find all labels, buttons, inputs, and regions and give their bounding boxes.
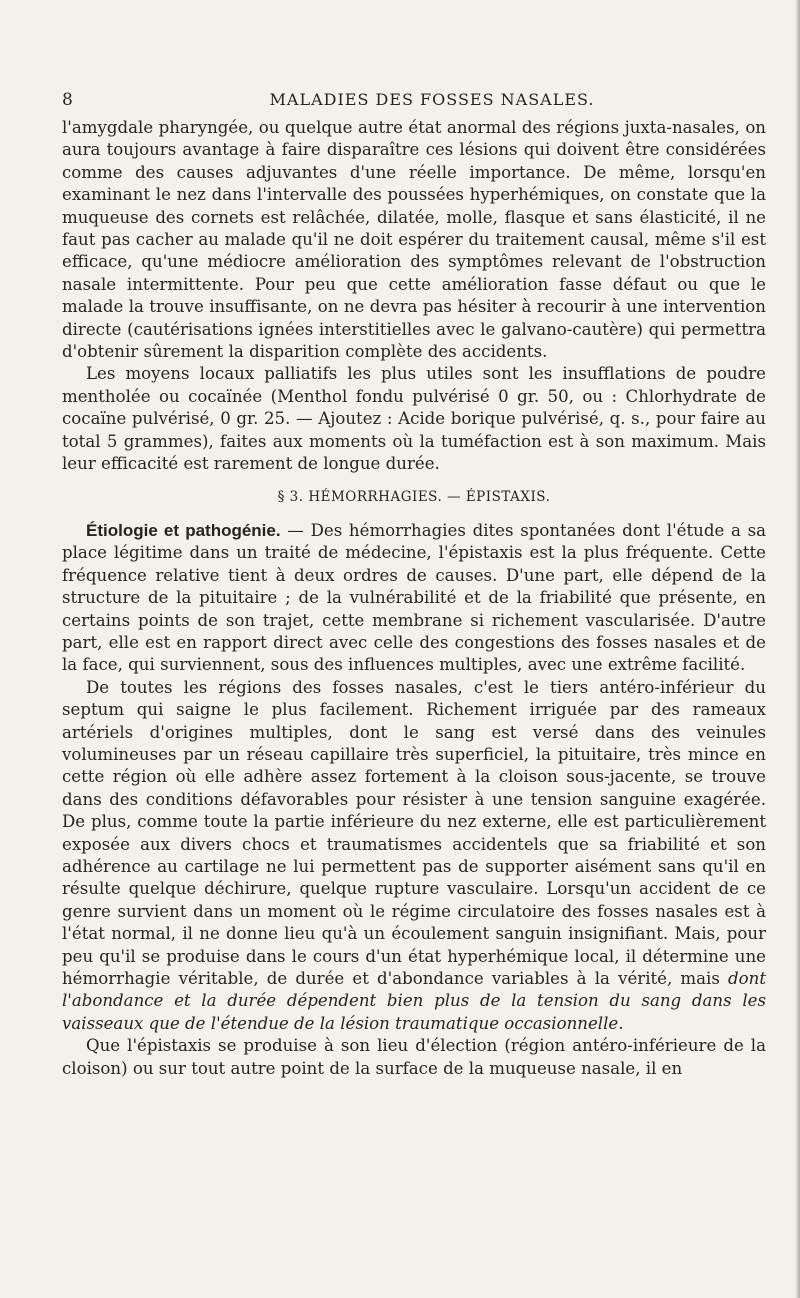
paragraph-septum-text: De toutes les régions des fosses nasales, c'est le tiers antéro-inférieur du septum qui saigne le plus facilement. Richement irriguée par des rameaux artériels d'origines multiples, dont le sang est versé dans des veinules volumineuses par un réseau capillaire très superficiel, la pituitaire, très mince en cette région où elle adhère assez fortement à la cloison sous-jacente, se trouve dans des conditions défavorables pour résister à une tension sanguine exagérée. De plus, comme toute la partie inférieure du nez externe, elle est particulièrement exposée aux divers chocs et traumatismes accidentels que sa friabilité et son adhérence au cartilage ne lui permettent pas de supporter aisément sans qu'il en résulte quelque déchirure, quelque rupture vasculaire. Lorsqu'un accident de ce genre survient dans un moment où le régime circulatoire des fosses nasales est à l'état normal, il ne donne lieu qu'à un écoulement sanguin insignifiant. Mais, pour peu qu'il se produise dans le cours d'un état hyperhémique local, il détermine une hémorrhagie véritable, de durée et d'abondance variables à la vérité, mais bbox=[62, 677, 766, 989]
page-number: 8 bbox=[62, 90, 73, 110]
paragraph-palliatifs: Les moyens locaux palliatifs les plus utiles sont les insufflations de poudre mentholée ou cocaïnée (Menthol fondu pulvérisé 0 gr. 50, ou : Chlorhydrate de cocaïne pulvérisé, 0 gr. 25. — Ajoutez : Acide borique pulvérisé, q. s., pour faire au total 5 grammes), faites aux moments où la tuméfaction est à son maximum. Mais leur efficacité est rarement de longue durée. bbox=[62, 364, 766, 474]
paragraph-etiologie bbox=[62, 520, 766, 677]
body-text bbox=[62, 117, 766, 1080]
running-head bbox=[62, 90, 762, 114]
page-edge-shadow bbox=[795, 0, 800, 1298]
paragraph-septum-italic: dont l'abondance et la durée dépendent bien plus de la tension du sang dans les vaisseaux que de l'étendue de la lésion traumatique occasionnelle. bbox=[62, 969, 766, 1033]
paragraph-septum bbox=[62, 677, 766, 1036]
run-in-heading: Étiologie et pathogénie. bbox=[86, 520, 281, 540]
paragraph-election: Que l'épistaxis se produise à son lieu d'élection (région antéro-inférieure de la cloison) ou sur tout autre point de la surface de la muqueuse nasale, il en bbox=[62, 1036, 766, 1078]
paragraph-etiologie-text: — Des hémorrhagies dites spontanées dont l'étude a sa place légitime dans un traité de médecine, l'épistaxis est la plus fréquente. Cette fréquence relative tient à deux ordres de causes. D'une part, elle dépend de la structure de la pituitaire ; de la vulnérabilité et de la friabilité que présente, en certains points de son trajet, cette membrane si richement vascularisée. D'autre part, elle est en rapport direct avec celle des congestions des fosses nasales et de la face, qui surviennent, sous des influences multiples, avec une extrême facilité. bbox=[62, 520, 766, 675]
running-title: MALADIES DES FOSSES NASALES. bbox=[269, 90, 595, 109]
paragraph-continuation: l'amygdale pharyngée, ou quelque autre état anormal des régions juxta-nasales, on aura toujours avantage à faire disparaître ces lésions qui doivent être considérées comme des causes adjuvantes d'une réelle importance. De même, lorsqu'en examinant le nez dans l'intervalle des poussées hyperhémiques, on constate que la muqueuse des cornets est relâchée, dilatée, molle, flasque et sans élasticité, il ne faut pas cacher au malade qu'il ne doit espérer du traitement causal, même s'il est efficace, qu'une médiocre amélioration des symptômes relevant de l'obstruction nasale intermittente. Pour peu que cette amélioration fasse défaut ou que le malade la trouve insuffisante, on ne devra pas hésiter à recourir à une intervention directe (cautérisations ignées interstitielles avec le galvano-cautère) qui permettra d'obtenir sûrement la disparition complète des accidents. bbox=[62, 118, 766, 362]
section-heading: § 3. HÉMORRHAGIES. — ÉPISTAXIS. bbox=[277, 488, 551, 505]
